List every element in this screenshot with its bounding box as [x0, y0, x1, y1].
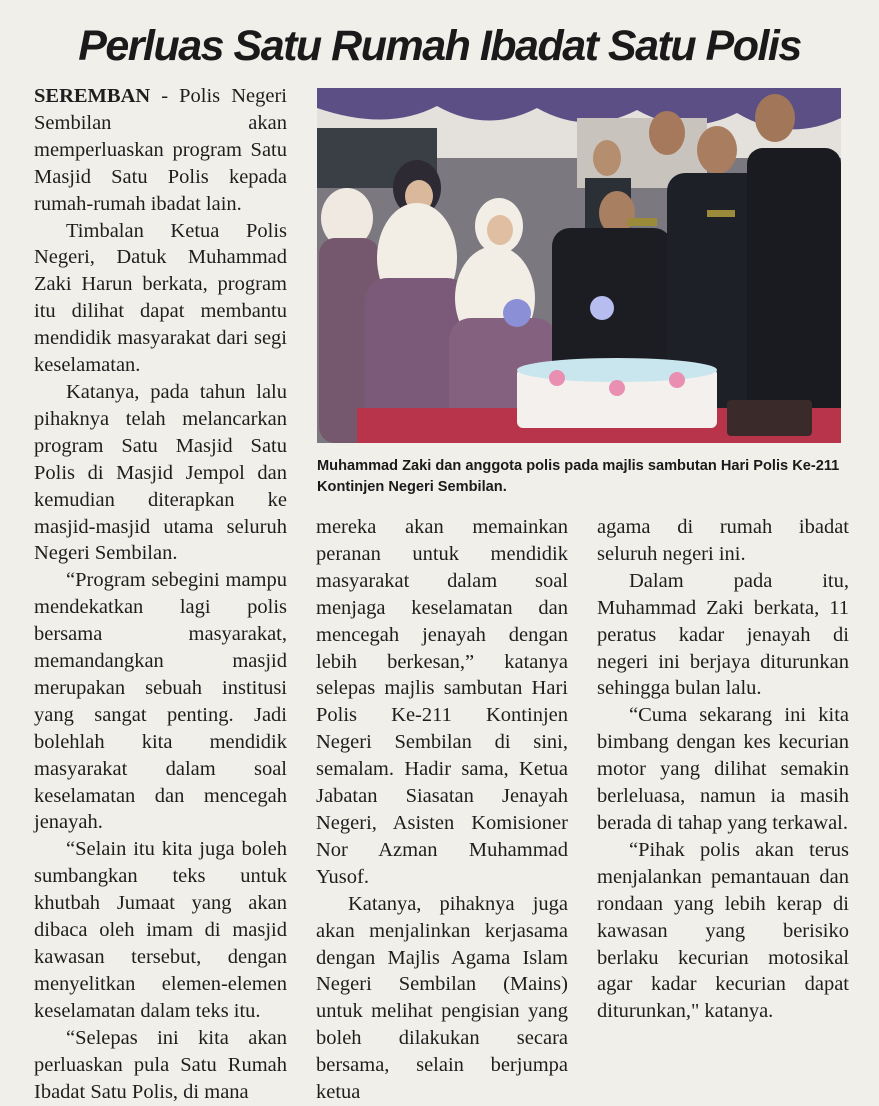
- article-column-2: [316, 514, 568, 1106]
- article-paragraph: “Program sebegini mampu mendekatkan lagi polis bersama masyarakat, memandangkan masjid merupakan sebuah institusi yang sangat penting. Jadi bolehlah kita mendidik masyarakat dalam soal keselamatan dan mencegah jenayah.: [34, 569, 287, 834]
- article-paragraph: “Pihak polis akan terus menjalankan pemantauan dan rondaan yang lebih kerap di kawasan yang berisiko berlaku kecurian motosikal agar kadar kecurian dapat diturunkan," katanya.: [597, 838, 849, 1023]
- article-paragraph: Dalam pada itu, Muhammad Zaki berkata, 11 peratus kadar jenayah di negeri ini berjaya diturunkan sehingga bulan lalu.: [597, 569, 849, 700]
- article-paragraph: Timbalan Ketua Polis Negeri, Datuk Muhammad Zaki Harun berkata, program itu dilihat dapat membantu mendidik masyarakat dari segi keselamatan.: [34, 219, 287, 377]
- article-paragraph: Katanya, pada tahun lalu pihaknya telah melancarkan program Satu Masjid Satu Polis di Masjid Jempol dan kemudian diterapkan ke masjid-masjid utama seluruh Negeri Sembilan.: [34, 380, 287, 565]
- dateline: SEREMBAN: [34, 85, 151, 107]
- article-column-1: [34, 83, 287, 1105]
- article-paragraph: mereka akan memainkan peranan untuk mendidik masyarakat dalam soal menjaga keselamatan dan mencegah jenayah dengan lebih berkesan,” katanya selepas majlis sambutan Hari Polis Ke-211 Kontinjen Negeri Sembilan di sini, semalam. Hadir sama, Ketua Jabatan Siasatan Jenayah Negeri, Asisten Komisioner Nor Azman Muhammad Yusof.: [316, 516, 568, 888]
- article-paragraph: “Cuma sekarang ini kita bimbang dengan kes kecurian motor yang dilihat semakin berleluasa, namun ia masih berada di tahap yang terkawal.: [597, 704, 849, 834]
- event-photo: [317, 88, 841, 443]
- photo-caption: Muhammad Zaki dan anggota polis pada majlis sambutan Hari Polis Ke-211 Kontinjen Negeri Sembilan.: [317, 458, 840, 495]
- article-headline: Perluas Satu Rumah Ibadat Satu Polis: [78, 22, 801, 70]
- lead-text: - Polis Negeri Sembilan akan memperluaskan program Satu Masjid Satu Polis kepada rumah-rumah ibadat lain.: [34, 85, 287, 215]
- article-paragraph: agama di rumah ibadat seluruh negeri ini.: [597, 516, 849, 565]
- article-paragraph: “Selain itu kita juga boleh sumbangkan teks untuk khutbah Jumaat yang akan dibaca oleh imam di masjid kawasan tersebut, dengan menyelitkan elemen-elemen keselamatan dalam teks itu.: [34, 838, 287, 1022]
- article-paragraph: Katanya, pihaknya juga akan menjalinkan kerjasama dengan Majlis Agama Islam Negeri Sembilan (Mains) untuk melihat pengisian yang boleh dilakukan secara bersama, selain berjumpa ketua: [316, 892, 568, 1104]
- article-paragraph: [34, 83, 287, 218]
- event-photo-illustration: [317, 88, 841, 443]
- article-paragraph: “Selepas ini kita akan perluaskan pula Satu Rumah Ibadat Satu Polis, di mana: [34, 1026, 287, 1103]
- article-column-3: [597, 514, 849, 1025]
